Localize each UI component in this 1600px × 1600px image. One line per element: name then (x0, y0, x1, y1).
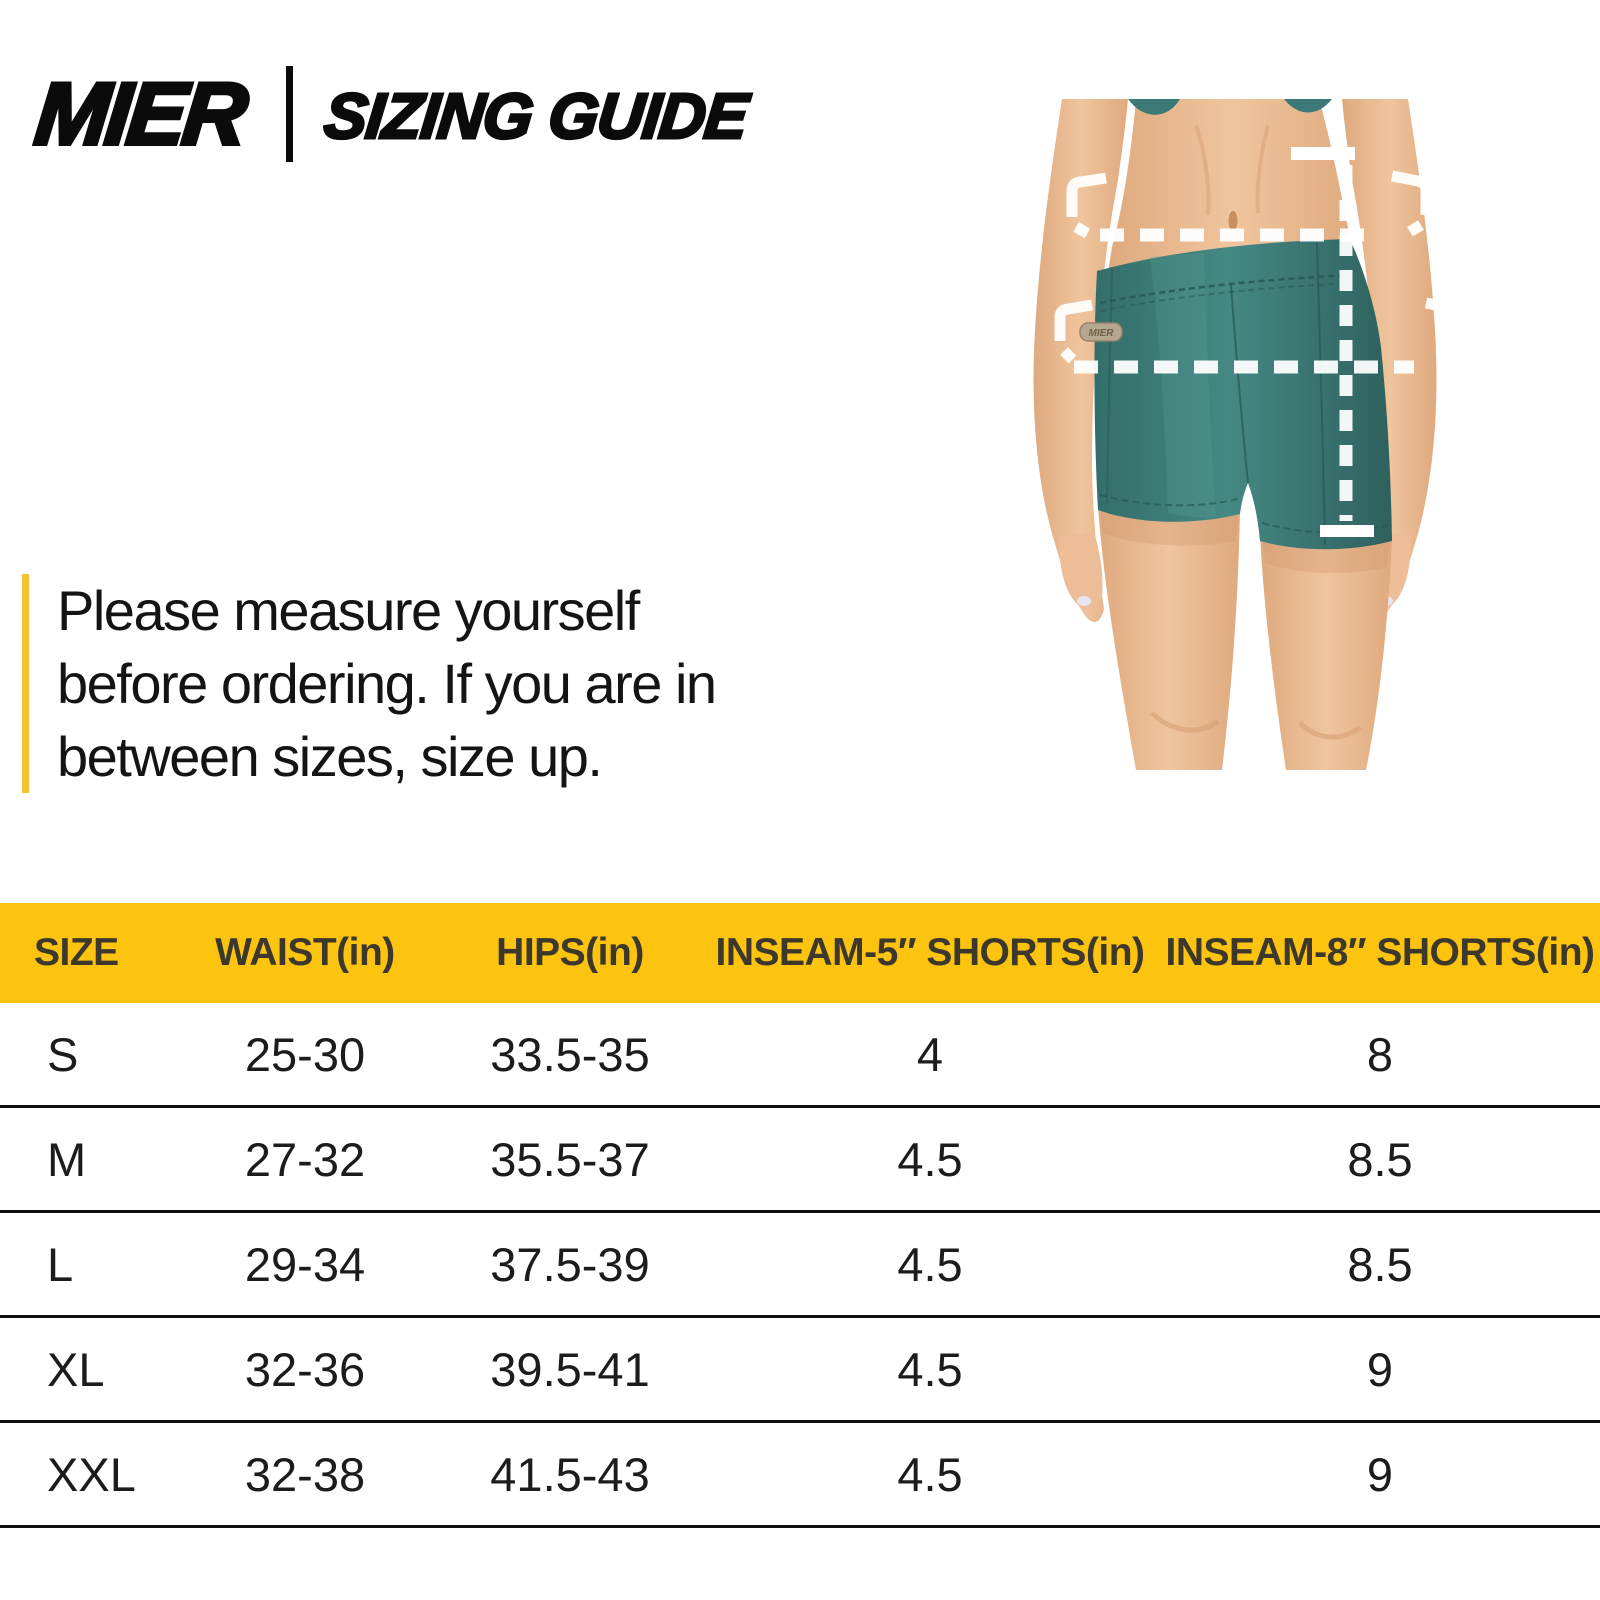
logo-divider (286, 66, 293, 162)
cell-inseam5: 4.5 (897, 1132, 963, 1186)
cell-hips: 33.5-35 (490, 1027, 650, 1081)
table-row (0, 1108, 1600, 1213)
cell-waist: 32-38 (244, 1447, 366, 1501)
measurement-figure-graphic (1000, 95, 1470, 785)
col-header-waist: WAIST(in) (215, 931, 395, 974)
brand-header (30, 64, 751, 163)
cell-hips: 35.5-37 (490, 1132, 650, 1186)
note-line-3: between sizes, size up. (57, 725, 602, 788)
inseam-bottom-cap (1320, 525, 1374, 537)
cell-inseam8: 9 (1366, 1342, 1394, 1396)
cell-waist: 32-36 (244, 1342, 366, 1396)
col-header-inseam5: INSEAM-5″ SHORTS(in) (715, 931, 1145, 974)
table-row (0, 1318, 1600, 1423)
note-line-2: before ordering. If you are in (57, 652, 716, 715)
note-line-1: Please measure yourself (57, 579, 639, 642)
brand-logo: MIER (30, 64, 250, 163)
cell-waist: 27-32 (244, 1132, 366, 1186)
cell-size: XL (47, 1342, 105, 1396)
col-header-hips: HIPS(in) (496, 931, 644, 974)
product-photo (1000, 95, 1470, 785)
page-title: SIZING GUIDE (321, 80, 751, 152)
cell-inseam5: 4.5 (897, 1342, 963, 1396)
table-row (0, 1003, 1600, 1108)
cell-inseam5: 4.5 (897, 1237, 963, 1291)
cell-hips: 39.5-41 (490, 1342, 650, 1396)
inseam-top-cap (1291, 147, 1355, 160)
cell-inseam8: 8 (1366, 1027, 1394, 1081)
cell-size: M (47, 1132, 87, 1186)
size-chart-table (0, 903, 1600, 1528)
cell-waist: 29-34 (244, 1237, 366, 1291)
note-text (57, 574, 716, 793)
col-header-size: SIZE (34, 931, 119, 974)
table-row (0, 1423, 1600, 1528)
cell-hips: 41.5-43 (490, 1447, 650, 1501)
cell-size: L (47, 1237, 74, 1291)
cell-hips: 37.5-39 (490, 1237, 650, 1291)
cell-inseam5: 4 (916, 1027, 944, 1081)
cell-inseam5: 4.5 (897, 1447, 963, 1501)
measure-note (22, 574, 716, 793)
note-accent-bar (22, 574, 29, 793)
size-chart-header-row (0, 903, 1600, 1003)
waistband-tag-label: MIER (1088, 328, 1114, 339)
cell-size: XXL (47, 1447, 136, 1501)
cell-inseam8: 8.5 (1347, 1237, 1413, 1291)
cell-size: S (47, 1027, 79, 1081)
cell-inseam8: 9 (1366, 1447, 1394, 1501)
col-header-inseam8: INSEAM-8″ SHORTS(in) (1165, 931, 1595, 974)
cell-waist: 25-30 (244, 1027, 366, 1081)
cell-inseam8: 8.5 (1347, 1132, 1413, 1186)
table-row (0, 1213, 1600, 1318)
